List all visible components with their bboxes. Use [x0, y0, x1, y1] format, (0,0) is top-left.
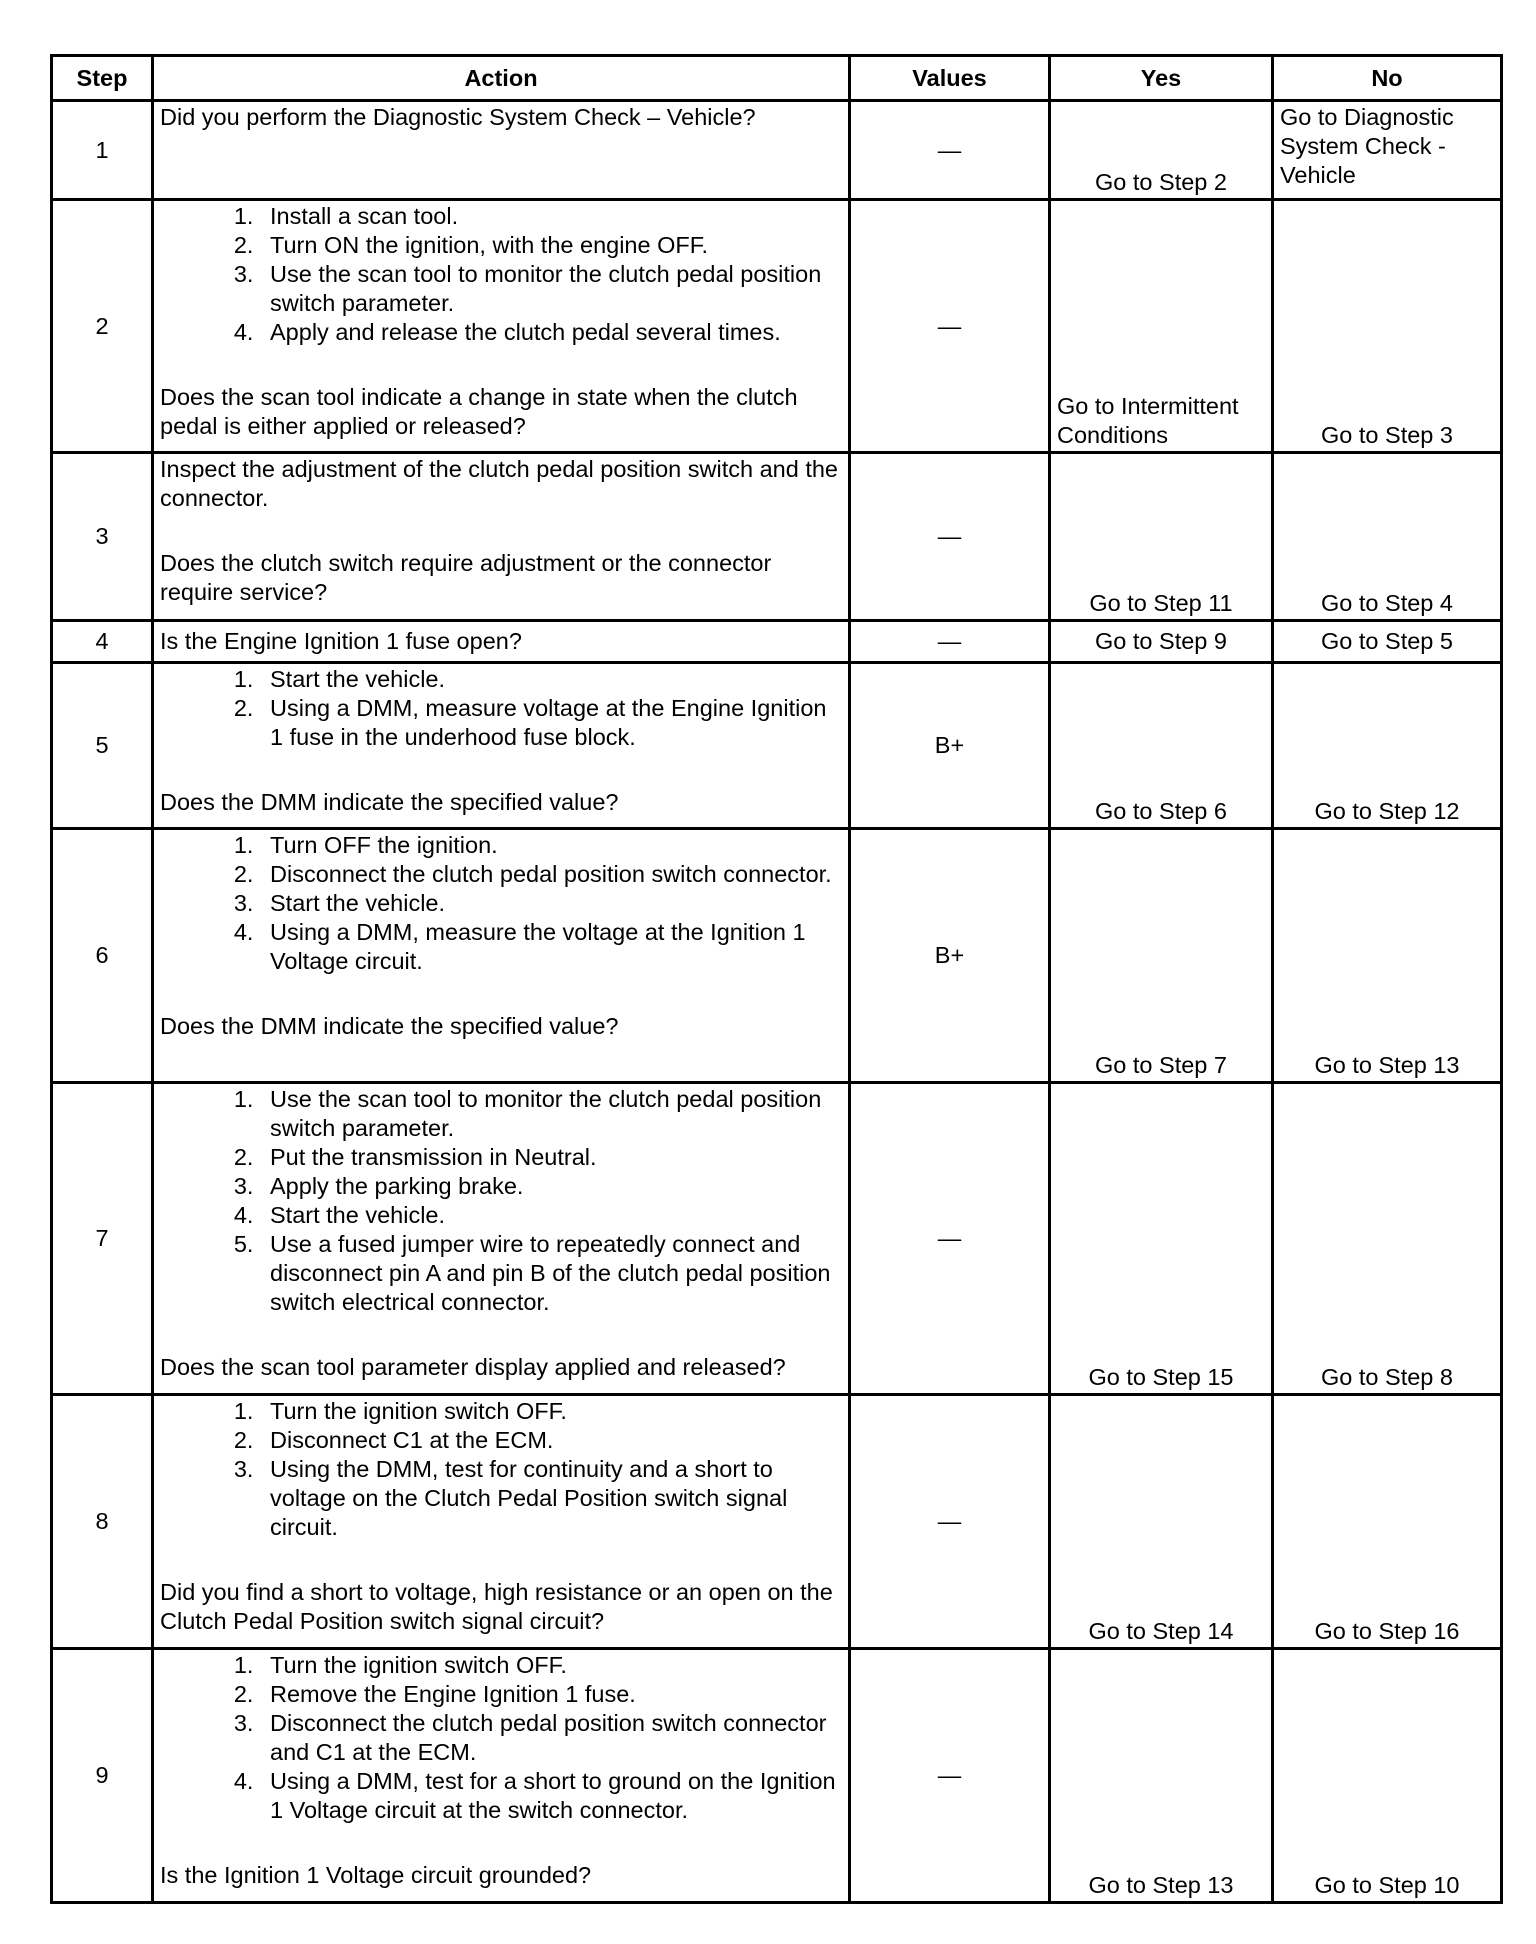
substep-list: [160, 1397, 842, 1542]
table-row: [52, 1649, 1502, 1903]
yes-cell: Go to Step 2: [1050, 101, 1273, 200]
table-row: [52, 101, 1502, 200]
substep-item: 3. Apply the parking brake.: [260, 1172, 842, 1201]
substep-item: 3. Start the vehicle.: [260, 889, 842, 918]
yes-cell: Go to Step 15: [1050, 1083, 1273, 1395]
value-cell: —: [850, 1649, 1050, 1903]
table-row: [52, 621, 1502, 663]
substep-item: 1. Turn OFF the ignition.: [260, 831, 842, 860]
step-number: 7: [52, 1083, 153, 1395]
action-cell: [153, 621, 850, 663]
substep-item: 4. Using a DMM, measure the voltage at the Ignition 1 Voltage circuit.: [260, 918, 842, 976]
step-number: 5: [52, 663, 153, 829]
value-cell: —: [850, 621, 1050, 663]
yes-cell: Go to Step 7: [1050, 829, 1273, 1083]
no-cell: Go to Step 8: [1273, 1083, 1502, 1395]
question-text: Does the DMM indicate the specified value?: [160, 1013, 619, 1039]
no-cell: Go to Step 5: [1273, 621, 1502, 663]
substep-item: 1. Start the vehicle.: [260, 665, 842, 694]
value-cell: B+: [850, 663, 1050, 829]
step-number: 2: [52, 200, 153, 453]
value-cell: —: [850, 1083, 1050, 1395]
header-yes: Yes: [1050, 56, 1273, 101]
no-cell: Go to Step 12: [1273, 663, 1502, 829]
header-values: Values: [850, 56, 1050, 101]
substep-item: 2. Disconnect C1 at the ECM.: [260, 1426, 842, 1455]
yes-cell: Go to Step 9: [1050, 621, 1273, 663]
question-text: Does the DMM indicate the specified value?: [160, 789, 619, 815]
substep-item: 4. Start the vehicle.: [260, 1201, 842, 1230]
no-cell: Go to Step 3: [1273, 200, 1502, 453]
action-cell: [153, 1649, 850, 1903]
header-action: Action: [153, 56, 850, 101]
substep-item: 2. Disconnect the clutch pedal position switch connector.: [260, 860, 842, 889]
value-cell: —: [850, 200, 1050, 453]
header-step: Step: [52, 56, 153, 101]
step-number: 9: [52, 1649, 153, 1903]
action-cell: [153, 101, 850, 200]
yes-cell: Go to Step 14: [1050, 1395, 1273, 1649]
value-cell: —: [850, 453, 1050, 621]
step-number: 6: [52, 829, 153, 1083]
substep-item: 3. Use the scan tool to monitor the clutch pedal position switch parameter.: [260, 260, 842, 318]
substep-list: [160, 665, 842, 752]
substep-item: 2. Using a DMM, measure voltage at the Engine Ignition 1 fuse in the underhood fuse block.: [260, 694, 842, 752]
no-cell: Go to Step 13: [1273, 829, 1502, 1083]
step-number: 1: [52, 101, 153, 200]
substep-item: 2. Remove the Engine Ignition 1 fuse.: [260, 1680, 842, 1709]
diagnostic-table: [50, 54, 1503, 1904]
action-cell: [153, 829, 850, 1083]
no-cell: Go to Step 4: [1273, 453, 1502, 621]
action-cell: [153, 1083, 850, 1395]
action-cell: [153, 200, 850, 453]
question-text: Did you find a short to voltage, high resistance or an open on the Clutch Pedal Position switch signal circuit?: [160, 1579, 833, 1634]
table-row: [52, 1083, 1502, 1395]
substep-item: 4. Using a DMM, test for a short to ground on the Ignition 1 Voltage circuit at the switch connector.: [260, 1767, 842, 1825]
yes-cell: Go to Step 6: [1050, 663, 1273, 829]
substep-item: 2. Turn ON the ignition, with the engine OFF.: [260, 231, 842, 260]
step-number: 3: [52, 453, 153, 621]
table-row: [52, 1395, 1502, 1649]
step-number: 4: [52, 621, 153, 663]
action-text: Is the Engine Ignition 1 fuse open?: [160, 628, 522, 654]
action-text: Inspect the adjustment of the clutch pedal position switch and the connector.: [160, 456, 839, 511]
substep-list: [160, 831, 842, 976]
action-cell: [153, 663, 850, 829]
substep-item: 3. Using the DMM, test for continuity and a short to voltage on the Clutch Pedal Position switch signal circuit.: [260, 1455, 842, 1542]
step-number: 8: [52, 1395, 153, 1649]
question-text: Is the Ignition 1 Voltage circuit grounded?: [160, 1862, 592, 1888]
substep-list: [160, 202, 842, 347]
substep-item: 1. Turn the ignition switch OFF.: [260, 1651, 842, 1680]
value-cell: —: [850, 1395, 1050, 1649]
substep-item: 4. Apply and release the clutch pedal several times.: [260, 318, 842, 347]
substep-item: 1. Install a scan tool.: [260, 202, 842, 231]
header-no: No: [1273, 56, 1502, 101]
substep-item: 2. Put the transmission in Neutral.: [260, 1143, 842, 1172]
question-text: Does the scan tool parameter display applied and released?: [160, 1354, 786, 1380]
substep-item: 1. Turn the ignition switch OFF.: [260, 1397, 842, 1426]
table-row: [52, 829, 1502, 1083]
question-text: Does the clutch switch require adjustment or the connector require service?: [160, 550, 772, 605]
yes-cell: Go to Step 13: [1050, 1649, 1273, 1903]
substep-item: 5. Use a fused jumper wire to repeatedly connect and disconnect pin A and pin B of the clutch pedal position switch electrical connector.: [260, 1230, 842, 1317]
action-cell: [153, 1395, 850, 1649]
yes-cell: Go to Intermittent Conditions: [1050, 200, 1273, 453]
action-cell: [153, 453, 850, 621]
no-cell: Go to Step 16: [1273, 1395, 1502, 1649]
no-cell: Go to Diagnostic System Check - Vehicle: [1273, 101, 1502, 200]
substep-item: 1. Use the scan tool to monitor the clutch pedal position switch parameter.: [260, 1085, 842, 1143]
substep-item: 3. Disconnect the clutch pedal position switch connector and C1 at the ECM.: [260, 1709, 842, 1767]
header-row: [52, 56, 1502, 101]
table-row: [52, 200, 1502, 453]
yes-cell: Go to Step 11: [1050, 453, 1273, 621]
table-row: [52, 663, 1502, 829]
value-cell: B+: [850, 829, 1050, 1083]
no-cell: Go to Step 10: [1273, 1649, 1502, 1903]
question-text: Does the scan tool indicate a change in state when the clutch pedal is either applied or released?: [160, 384, 798, 439]
substep-list: [160, 1085, 842, 1317]
table-row: [52, 453, 1502, 621]
substep-list: [160, 1651, 842, 1825]
value-cell: —: [850, 101, 1050, 200]
action-text: Did you perform the Diagnostic System Check – Vehicle?: [160, 104, 756, 130]
